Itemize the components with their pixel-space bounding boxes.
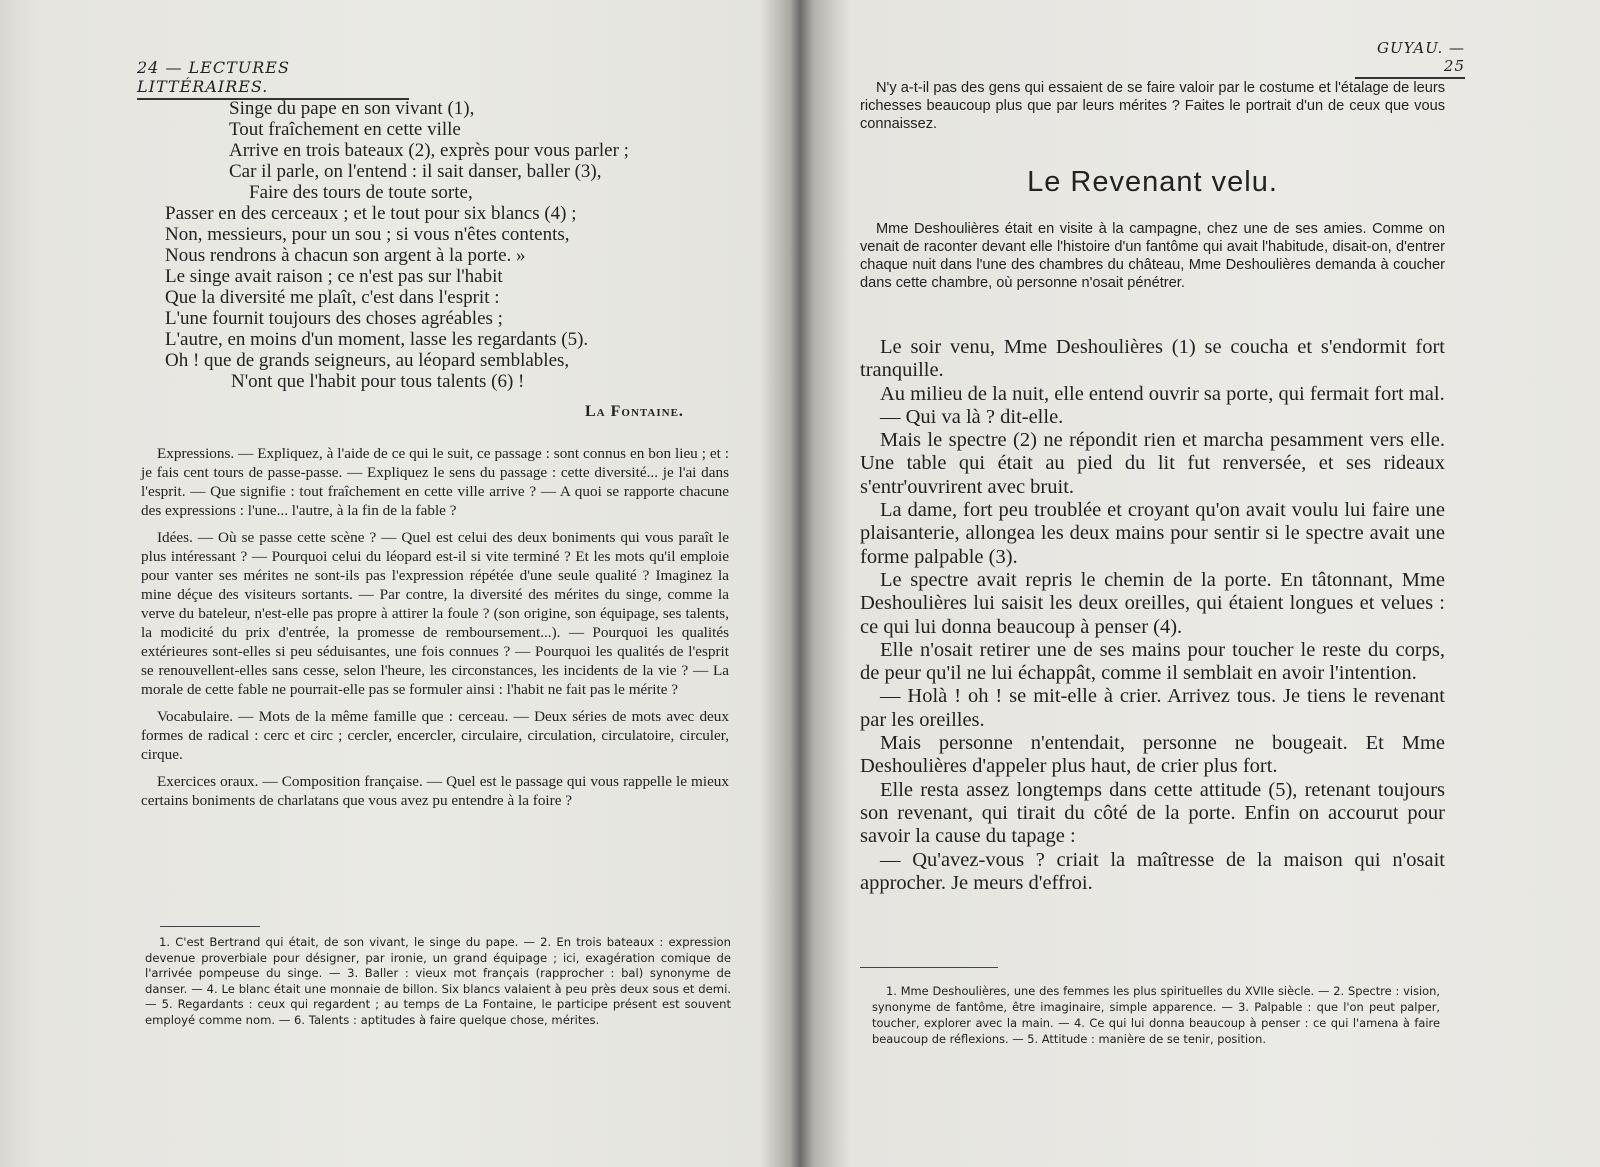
story-paragraph: Le soir venu, Mme Deshoulières (1) se coucha et s'endormit fort tranquille. (860, 336, 1445, 382)
story-paragraph: — Qu'avez-vous ? criait la maîtresse de la maison qui n'osait approcher. Je meurs d'effroi. (860, 848, 1445, 894)
running-header-left: 24 — LECTURES LITTÉRAIRES. (137, 58, 409, 100)
exercise-idees: Idées. — Où se passe cette scène ? — Quel est celui des deux boniments qui vous paraît le plus intéressant ? — Pourquoi celui du léopard est-il si vite terminé ? Et les mots qu'il emploie pour vanter ses mérites ne sont-ils pas l'expression répétée d'une seule qualité ? Imaginez la mine déçue des visiteurs sortants. — Par contre, la diversité des mérites du singe, comme la verve du bateleur, n'est-elle pas propre à attirer la foule ? (son origine, son équipage, ses talents, la modicité du prix d'entrée, la promesse de remboursement...). — Pourquoi les qualités extérieures sont-elles si peu séduisantes, une fois connues ? — Pourquoi les qualités de l'esprit se renouvellent-elles sans cesse, selon l'heure, les circonstances, les incidents de la vie ? — La morale de cette fable ne pourrait-elle pas se formuler ainsi : l'habit ne fait pas le mérite ? (141, 529, 729, 698)
story-paragraph: Elle resta assez longtemps dans cette attitude (5), retenant toujours son revenant, qui tirait du côté de la porte. Enfin on accourut pour savoir la cause du tapage : (860, 778, 1445, 848)
story-text (860, 336, 1445, 895)
verse-line: L'une fournit toujours des choses agréables ; (165, 308, 503, 329)
chapter-title: Le Revenant velu. (1027, 166, 1278, 198)
verse-line: Oh ! que de grands seigneurs, au léopard semblables, (165, 350, 570, 371)
verse-line: Que la diversité me plaît, c'est dans l'esprit : (165, 287, 500, 308)
verse-line: Le singe avait raison ; ce n'est pas sur l'habit (165, 266, 503, 287)
exercises-section (141, 444, 729, 818)
footnotes-text: 1. Mme Deshoulières, une des femmes les plus spirituelles du XVIIe siècle. — 2. Spectre : vision, synonyme de fantôme, être imaginaire, simple apparence. — 3. Palpable : que l'on peut palper, toucher, explorer avec la main. — 4. Ce qui lui donna beaucoup à penser : ce qui l'amena à faire beaucoup de réflexions. — 5. Attitude : manière de se tenir, position. (872, 984, 1440, 1046)
story-paragraph: — Qui va là ? dit-elle. (880, 405, 1064, 428)
running-header-right: GUYAU. — 25 (1355, 39, 1465, 79)
chapter-intro: Mme Deshoulières était en visite à la campagne, chez une de ses amies. Comme on venait de raconter devant elle l'histoire d'un fantôme qui avait l'habitude, disait-on, d'entrer chaque nuit dans l'une des chambres du château, Mme Deshoulières demanda à coucher dans cette chambre, où personne n'osait pénétrer. (860, 221, 1445, 291)
verse-line: Passer en des cerceaux ; et le tout pour six blancs (4) ; (165, 203, 577, 224)
verse-line: L'autre, en moins d'un moment, lasse les regardants (5). (165, 329, 589, 350)
story-paragraph: Elle n'osait retirer une de ses mains pour toucher le reste du corps, de peur qu'il ne lui échappât, comme il semblait en avoir l'intention. (860, 638, 1445, 685)
exercise-oraux: Exercices oraux. — Composition française. — Quel est le passage qui vous rappelle le mieux certains boniments de charlatans que vous avez pu entendre à la foire ? (141, 773, 729, 809)
exercise-expressions: Expressions. — Expliquez, à l'aide de ce qui le suit, ce passage : sont connus en bon lieu ; et : je fais cent tours de passe-passe. — Expliquez le sens du passage : cette diversité... je l'ai dans l'esprit. — Que signifie : tout fraîchement en cette ville arrive ? — A quoi se rapporte chacune des expressions : l'une... l'autre, à la fin de la fable ? (141, 445, 729, 519)
story-paragraph: Mais personne n'entendait, personne ne bougeait. Et Mme Deshoulières d'appeler plus haut, de crier plus fort. (860, 732, 1445, 778)
footnotes-left (145, 935, 731, 1028)
story-paragraph: Au milieu de la nuit, elle entend ouvrir sa porte, qui fermait fort mal. (880, 382, 1445, 405)
story-paragraph: — Holà ! oh ! se mit-elle à crier. Arrivez tous. Je tiens le revenant par les oreilles. (860, 685, 1445, 731)
verse-line: Nous rendrons à chacun son argent à la porte. » (165, 245, 526, 266)
author-signature: La Fontaine. (585, 403, 684, 420)
verse-block (165, 98, 725, 392)
footnotes-right (872, 983, 1440, 1047)
story-paragraph: La dame, fort peu troublée et croyant qu'on avait voulu lui faire une plaisanterie, allongea les deux mains pour sentir si le spectre avait une forme palpable (3). (860, 499, 1445, 568)
intro-question: N'y a-t-il pas des gens qui essaient de se faire valoir par le costume et l'étalage de leurs richesses beaucoup plus que par leurs mérites ? Faites le portrait d'un de ceux que vous connaissez. (860, 80, 1445, 132)
verse-line: N'ont que l'habit pour tous talents (6) ! (231, 371, 525, 392)
verse-line: Singe du pape en son vivant (1), (229, 98, 475, 119)
exercise-vocabulaire: Vocabulaire. — Mots de la même famille que : cerceau. — Deux séries de mots avec deux formes de radical : cerc et circ ; cercler, encercler, circulaire, circulation, circulatoire, circuler, cirque. (141, 708, 729, 763)
verse-line: Faire des tours de toute sorte, (249, 182, 473, 203)
footnote-divider (860, 967, 998, 968)
footnote-divider (160, 926, 260, 927)
story-paragraph: Le spectre avait repris le chemin de la porte. En tâtonnant, Mme Deshoulières lui saisit les deux oreilles, qui étaient longues et velues : ce qui lui donna beaucoup à penser (4). (860, 568, 1445, 638)
story-paragraph: Mais le spectre (2) ne répondit rien et marcha pesamment vers elle. Une table qui était au pied du lit fut renversée, et ses rideaux s'entr'ouvrirent avec bruit. (860, 429, 1445, 498)
verse-line: Arrive en trois bateaux (2), exprès pour vous parler ; (229, 140, 629, 161)
verse-line: Non, messieurs, pour un sou ; si vous n'êtes contents, (165, 224, 570, 245)
verse-line: Car il parle, on l'entend : il sait danser, baller (3), (229, 161, 602, 182)
footnotes-text: 1. C'est Bertrand qui était, de son vivant, le singe du pape. — 2. En trois bateaux : expression devenue proverbiale pour désigner, par ironie, un grand équipage ; ici, exagération comique de l'arrivée pompeuse du singe. — 3. Baller : vieux mot français (rapprocher : bal) synonyme de danser. — 4. Le blanc était une monnaie de billon. Six blancs valaient à peu près deux sous et demi. — 5. Regardants : ceux qui regardent ; au temps de La Fontaine, le participe présent est souvent employé comme nom. — 6. Talents : aptitudes à faire quelque chose, mérites. (145, 935, 731, 1027)
verse-line: Tout fraîchement en cette ville (229, 119, 461, 140)
